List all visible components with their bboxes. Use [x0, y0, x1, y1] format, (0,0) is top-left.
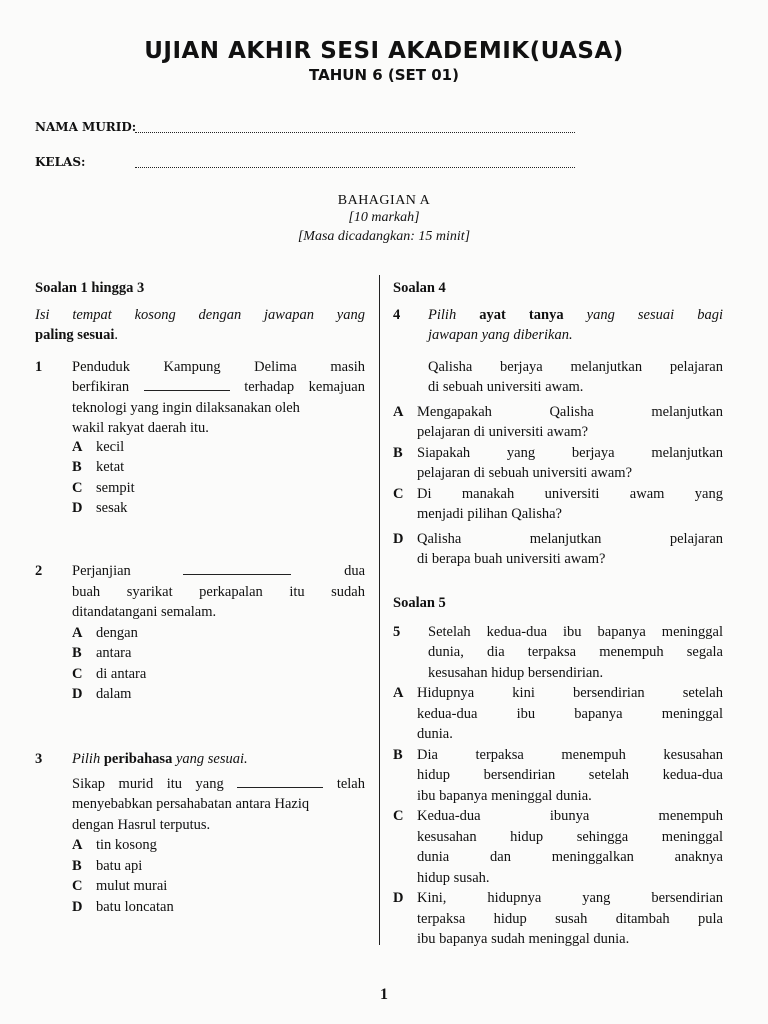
- q5-number: 5: [393, 623, 401, 640]
- question-2: [35, 561, 365, 705]
- q3-blank: [237, 775, 323, 788]
- q1-blank: [144, 378, 230, 391]
- q1-line-3: teknologi yang ingin dilaksanakan oleh: [72, 399, 300, 416]
- q5-option-d[interactable]: D Kini, hidupnya yang bersendirian terpaksa hidup susah ditambah pula ibu bapanya sudah meninggal dunia.: [393, 890, 723, 947]
- page-number: 1: [380, 986, 388, 1003]
- section-name: BAHAGIAN A: [337, 193, 431, 208]
- q4-option-c[interactable]: C Di manakah universiti awam yang menjadi pilihan Qalisha?: [393, 485, 723, 522]
- q3-option-b[interactable]: B batu api: [72, 857, 143, 874]
- q1-line-4: wakil rakyat daerah itu.: [72, 420, 209, 436]
- q3-number: 3: [35, 751, 43, 767]
- q3-option-d[interactable]: D batu loncatan: [72, 898, 174, 915]
- q5-line-1: Setelah kedua-dua ibu bapanya meninggal: [428, 623, 723, 640]
- q1-option-d[interactable]: D sesak: [72, 500, 128, 516]
- section-marks: [10 markah]: [348, 210, 420, 225]
- q4-option-b[interactable]: B Siapakah yang berjaya melanjutkan pelajaran di sebuah universiti awam?: [393, 444, 723, 481]
- q4-heading: Soalan 4: [393, 280, 446, 296]
- question-5: [393, 593, 723, 950]
- q2-number: 2: [35, 563, 43, 579]
- q4-instruction: Pilih ayat tanya yang sesuai bagi: [428, 306, 724, 323]
- left-heading: Soalan 1 hingga 3: [35, 280, 145, 296]
- q5-line-3: kesusahan hidup bersendirian.: [428, 664, 604, 681]
- q2-blank: [183, 562, 291, 575]
- q2-option-a[interactable]: A dengan: [72, 624, 138, 641]
- column-divider: [379, 275, 380, 945]
- nama-label: NAMA MURID:: [35, 120, 137, 134]
- kelas-label: KELAS:: [35, 155, 86, 169]
- question-3: [35, 749, 365, 917]
- q2-option-b[interactable]: B antara: [72, 645, 132, 661]
- q2-line-1: Perjanjian dua: [72, 563, 366, 579]
- kelas-field[interactable]: [135, 167, 575, 168]
- q1-option-b[interactable]: B ketat: [72, 459, 125, 475]
- q4-line-2: di sebuah universiti awam.: [428, 379, 584, 395]
- q2-line-2: buah syarikat perkapalan itu sudah: [72, 583, 365, 600]
- q5-line-2: dunia, dia terpaksa menempuh segala: [428, 644, 723, 660]
- left-column: [35, 278, 365, 519]
- q4-option-d[interactable]: D Qalisha melanjutkan pelajaran di berapa buah universiti awam?: [393, 530, 723, 567]
- q4-number: 4: [393, 306, 401, 323]
- q1-option-a[interactable]: A kecil: [72, 438, 125, 455]
- q1-number: 1: [35, 358, 43, 375]
- q5-heading: Soalan 5: [393, 595, 446, 611]
- nama-field[interactable]: [135, 132, 575, 133]
- q3-option-a[interactable]: A tin kosong: [72, 837, 157, 853]
- q3-line-3: dengan Hasrul terputus.: [72, 816, 211, 833]
- left-instruction-2: paling sesuai.: [35, 327, 118, 343]
- q5-option-b[interactable]: B Dia terpaksa menempuh kesusahan hidup bersendirian setelah kedua-dua ibu bapanya meninggal dunia.: [393, 746, 723, 804]
- q1-option-c[interactable]: C sempit: [72, 479, 135, 496]
- q2-line-3: ditandatangani semalam.: [72, 604, 217, 620]
- q5-option-c[interactable]: C Kedua-dua ibunya menempuh kesusahan hidup sehingga meninggal dunia dan meninggalkan anaknya hidup susah.: [393, 808, 723, 886]
- q2-option-d[interactable]: D dalam: [72, 686, 132, 702]
- left-instruction-1: Isi tempat kosong dengan jawapan yang: [35, 306, 365, 323]
- q1-line-1: Penduduk Kampung Delima masih: [72, 358, 365, 375]
- q4-option-a[interactable]: A Mengapakah Qalisha melanjutkan pelajaran di universiti awam?: [393, 403, 723, 440]
- exam-title: UJIAN AKHIR SESI AKADEMIK(UASA): [144, 38, 624, 64]
- q1-line-2: berfikiran terhadap kemajuan: [72, 379, 365, 395]
- q5-option-a[interactable]: A Hidupnya kini bersendirian setelah kedua-dua ibu bapanya meninggal dunia.: [393, 685, 723, 742]
- section-time: [Masa dicadangkan: 15 minit]: [297, 229, 471, 244]
- q3-instruction: Pilih peribahasa yang sesuai.: [72, 751, 248, 767]
- q3-line-1: Sikap murid itu yang telah: [72, 775, 365, 792]
- q4-instruction-2: jawapan yang diberikan.: [428, 327, 573, 343]
- question-4: [393, 278, 723, 570]
- q4-line-1: Qalisha berjaya melanjutkan pelajaran: [428, 358, 723, 375]
- q3-option-c[interactable]: C mulut murai: [72, 878, 168, 894]
- q2-option-c[interactable]: C di antara: [72, 665, 147, 682]
- exam-subtitle: TAHUN 6 (SET 01): [309, 66, 459, 84]
- question-1: [35, 357, 365, 519]
- q3-line-2: menyebabkan persahabatan antara Haziq: [72, 796, 310, 812]
